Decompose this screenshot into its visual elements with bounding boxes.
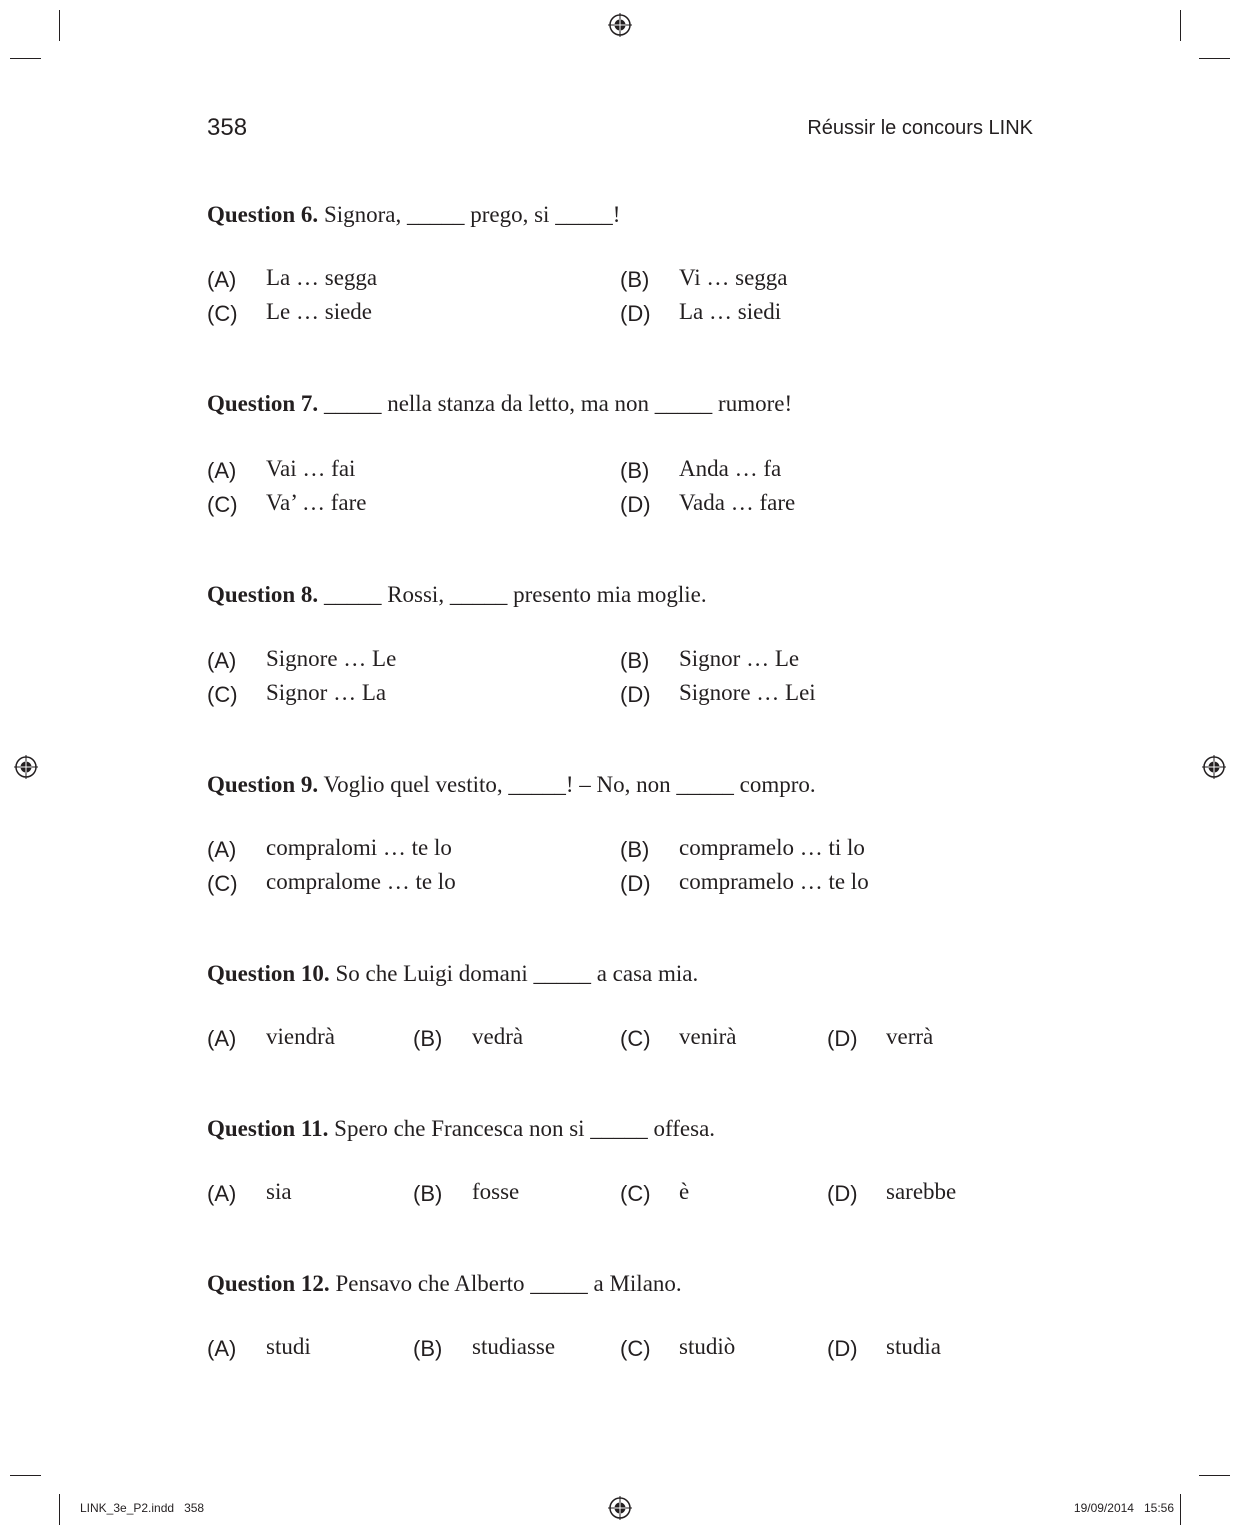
option-text: Signore … Le bbox=[266, 646, 397, 671]
option-text: studiò bbox=[679, 1334, 736, 1359]
option-letter: (B) bbox=[620, 837, 650, 862]
option-letter: (B) bbox=[413, 1026, 443, 1051]
running-title: Réussir le concours LINK bbox=[807, 117, 1033, 139]
registration-mark-icon bbox=[608, 13, 632, 37]
option-letter: (A) bbox=[207, 1336, 237, 1361]
registration-mark-icon bbox=[1202, 755, 1226, 779]
question-text: Spero che Francesca non si _____ offesa. bbox=[334, 1116, 716, 1141]
question-label: Question 7. bbox=[207, 391, 319, 416]
option-text: sia bbox=[266, 1179, 292, 1204]
option-letter: (D) bbox=[827, 1181, 858, 1206]
option-text: compralome … te lo bbox=[266, 869, 456, 894]
crop-mark bbox=[59, 10, 60, 41]
crop-mark bbox=[59, 1494, 60, 1525]
option-text: studi bbox=[266, 1334, 311, 1359]
option-letter: (C) bbox=[207, 871, 238, 896]
option-letter: (C) bbox=[620, 1181, 651, 1206]
option-letter: (D) bbox=[620, 871, 651, 896]
slug-timestamp: 19/09/2014 15:56 bbox=[1073, 1501, 1174, 1515]
option-text: vedrà bbox=[472, 1024, 524, 1049]
question-text: Pensavo che Alberto _____ a Milano. bbox=[335, 1271, 682, 1296]
option-letter: (C) bbox=[207, 301, 238, 326]
option-text: Signore … Lei bbox=[679, 680, 816, 705]
option-text: Signor … La bbox=[266, 680, 387, 705]
option-text: studiasse bbox=[472, 1334, 556, 1359]
question-label: Question 6. bbox=[207, 202, 319, 227]
option-text: Vada … fare bbox=[679, 490, 796, 515]
crop-mark bbox=[1180, 1494, 1181, 1525]
question-label: Question 10. bbox=[207, 961, 330, 986]
question-7 bbox=[207, 391, 792, 417]
question-label: Question 11. bbox=[207, 1116, 329, 1141]
question-text: Signora, _____ prego, si _____! bbox=[323, 202, 621, 227]
option-letter: (D) bbox=[620, 492, 651, 517]
question-label: Question 9. bbox=[207, 772, 319, 797]
option-text: compralomi … te lo bbox=[266, 835, 452, 860]
option-letter: (B) bbox=[620, 458, 650, 483]
option-text: Anda … fa bbox=[679, 456, 782, 481]
option-text: venirà bbox=[679, 1024, 737, 1049]
crop-mark bbox=[1180, 10, 1181, 41]
option-letter: (B) bbox=[413, 1181, 443, 1206]
option-text: Vai … fai bbox=[266, 456, 356, 481]
option-letter: (B) bbox=[620, 267, 650, 292]
option-text: sarebbe bbox=[886, 1179, 957, 1204]
option-letter: (A) bbox=[207, 458, 237, 483]
option-letter: (D) bbox=[827, 1026, 858, 1051]
option-text: viendrà bbox=[266, 1024, 335, 1049]
page-number: 358 bbox=[207, 114, 248, 141]
question-8 bbox=[207, 582, 707, 608]
option-letter: (C) bbox=[620, 1336, 651, 1361]
registration-mark-icon bbox=[608, 1496, 632, 1520]
option-letter: (C) bbox=[207, 492, 238, 517]
option-letter: (B) bbox=[620, 648, 650, 673]
option-letter: (D) bbox=[827, 1336, 858, 1361]
option-text: compramelo … te lo bbox=[679, 869, 869, 894]
option-letter: (A) bbox=[207, 1026, 237, 1051]
option-letter: (A) bbox=[207, 1181, 237, 1206]
option-letter: (A) bbox=[207, 648, 237, 673]
registration-mark-icon bbox=[14, 755, 38, 779]
option-text: fosse bbox=[472, 1179, 520, 1204]
option-letter: (A) bbox=[207, 267, 237, 292]
question-12 bbox=[207, 1271, 682, 1297]
option-text: La … segga bbox=[266, 265, 378, 290]
question-text: Voglio quel vestito, _____! – No, non _____ compro. bbox=[323, 772, 816, 797]
option-text: Vi … segga bbox=[679, 265, 788, 290]
crop-mark bbox=[10, 1475, 41, 1476]
crop-mark bbox=[1199, 1475, 1230, 1476]
question-11 bbox=[207, 1116, 715, 1142]
question-9 bbox=[207, 772, 816, 798]
option-letter: (C) bbox=[620, 1026, 651, 1051]
option-text: compramelo … ti lo bbox=[679, 835, 865, 860]
question-10 bbox=[207, 961, 698, 987]
option-letter: (B) bbox=[413, 1336, 443, 1361]
option-text: verrà bbox=[886, 1024, 934, 1049]
question-label: Question 8. bbox=[207, 582, 319, 607]
slug-file-info: LINK_3e_P2.indd 358 bbox=[80, 1501, 205, 1515]
question-text: So che Luigi domani _____ a casa mia. bbox=[335, 961, 699, 986]
crop-mark bbox=[1199, 58, 1230, 59]
option-text: studia bbox=[886, 1334, 941, 1359]
option-letter: (D) bbox=[620, 682, 651, 707]
option-text: Va’ … fare bbox=[266, 490, 367, 515]
option-text: è bbox=[679, 1179, 690, 1204]
question-label: Question 12. bbox=[207, 1271, 330, 1296]
option-text: Le … siede bbox=[266, 299, 373, 324]
question-6 bbox=[207, 202, 620, 228]
option-letter: (A) bbox=[207, 837, 237, 862]
question-text: _____ nella stanza da letto, ma non _____ rumore! bbox=[323, 391, 793, 416]
option-text: La … siedi bbox=[679, 299, 782, 324]
option-letter: (C) bbox=[207, 682, 238, 707]
question-text: _____ Rossi, _____ presento mia moglie. bbox=[323, 582, 707, 607]
crop-mark bbox=[10, 58, 41, 59]
option-text: Signor … Le bbox=[679, 646, 800, 671]
option-letter: (D) bbox=[620, 301, 651, 326]
